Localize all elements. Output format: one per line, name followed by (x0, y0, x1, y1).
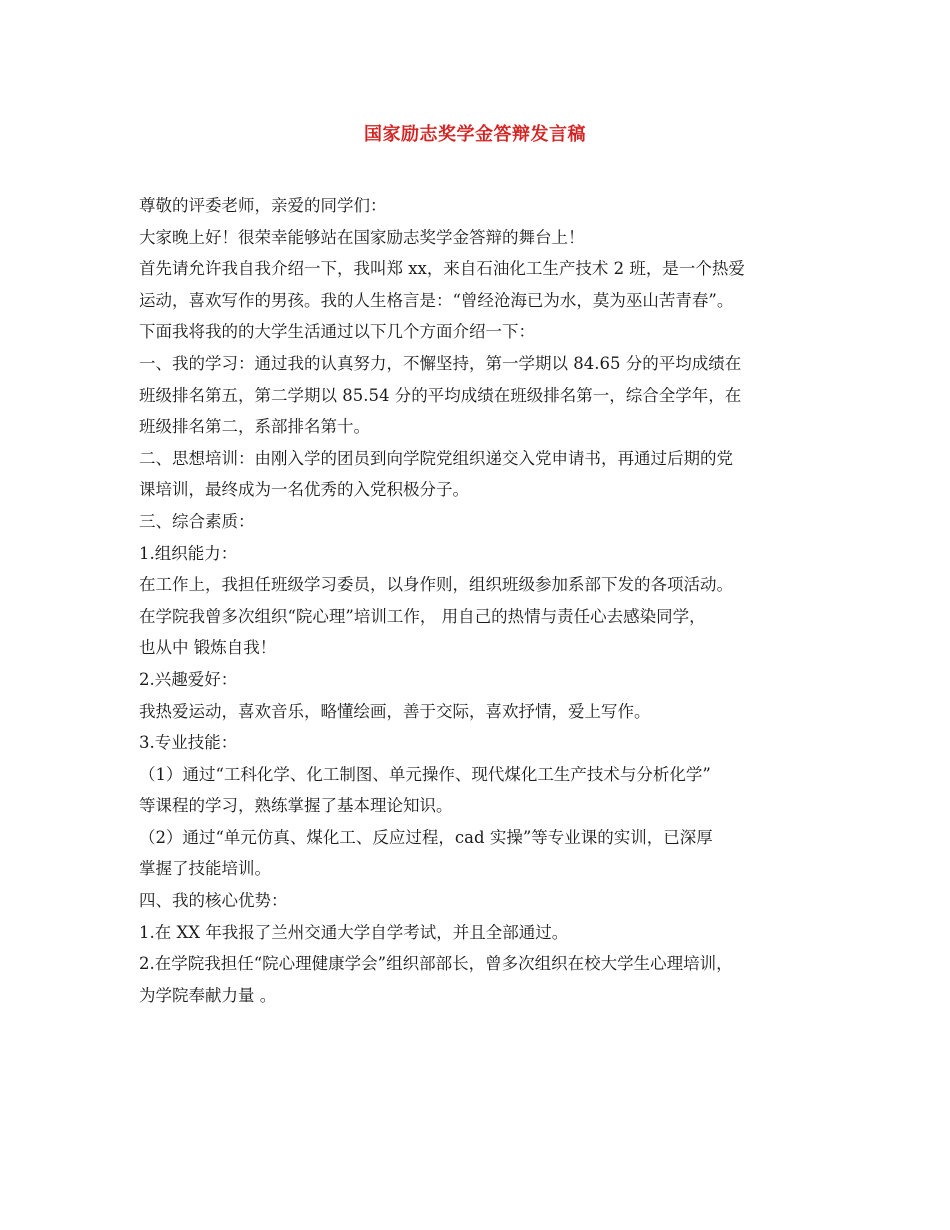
text-line: 班级排名第五，第二学期以 85.54 分的平均成绩在班级排名第一，综合全学年，在 (139, 385, 742, 405)
subsection-heading: 2.兴趣爱好： (139, 669, 238, 689)
text-line: 掌握了技能培训。 (139, 859, 271, 879)
text-line: 尊敬的评委老师，亲爱的同学们： (139, 196, 387, 215)
text-line: （1）通过“工科化学、化工制图、单元操作、现代煤化工生产技术与分析化学” (139, 764, 711, 784)
text-line: 首先请允许我自我介绍一下，我叫郑 xx，来自石油化工生产技术 2 班，是一个热爱 (139, 259, 745, 279)
section-heading: 三、综合素质： (139, 511, 255, 531)
document-title: 国家励志奖学金答辩发言稿 (364, 124, 586, 145)
text-line: 在工作上，我担任班级学习委员，以身作则，组织班级参加系部下发的各项活动。 (139, 575, 733, 595)
section-heading: 四、我的核心优势： (139, 891, 288, 911)
text-line: 运动，喜欢写作的男孩。我的人生格言是：“曾经沧海已为水，莫为巫山苦青春”。 (139, 290, 734, 310)
text-line: 课培训，最终成为一名优秀的入党积极分子。 (139, 480, 469, 500)
text-line: 大家晚上好！很荣幸能够站在国家励志奖学金答辩的舞台上！ (139, 227, 585, 247)
text-line: 一、我的学习：通过我的认真努力，不懈坚持，第一学期以 84.65 分的平均成绩在 (139, 353, 742, 373)
text-line: 1.在 XX 年我报了兰州交通大学自学考试，并且全部通过。 (139, 922, 569, 942)
text-line: 班级排名第二，系部排名第十。 (139, 417, 370, 437)
subsection-heading: 1.组织能力： (139, 543, 238, 563)
text-line: 2.在学院我担任“院心理健康学会”组织部部长，曾多次组织在校大学生心理培训， (139, 954, 733, 974)
text-line: 等课程的学习，熟练掌握了基本理论知识。 (139, 796, 453, 816)
text-line: 下面我将我的的大学生活通过以下几个方面介绍一下： (139, 322, 535, 342)
text-line: 为学院奉献力量 。 (139, 985, 277, 1005)
document-body (139, 190, 819, 1011)
text-line: 二、思想培训：由刚入学的团员到向学院党组织递交入党申请书，再通过后期的党 (139, 448, 733, 468)
text-line: 在学院我曾多次组织“院心理”培训工作， 用自己的热情与责任心去感染同学， (139, 606, 706, 626)
text-line: 我热爱运动，喜欢音乐，略懂绘画，善于交际，喜欢抒情，爱上写作。 (139, 701, 651, 721)
text-line: （2）通过“单元仿真、煤化工、反应过程，cad 实操”等专业课的实训，已深厚 (139, 827, 713, 847)
subsection-heading: 3.专业技能： (139, 733, 238, 753)
text-line: 也从中 锻炼自我！ (139, 638, 277, 658)
